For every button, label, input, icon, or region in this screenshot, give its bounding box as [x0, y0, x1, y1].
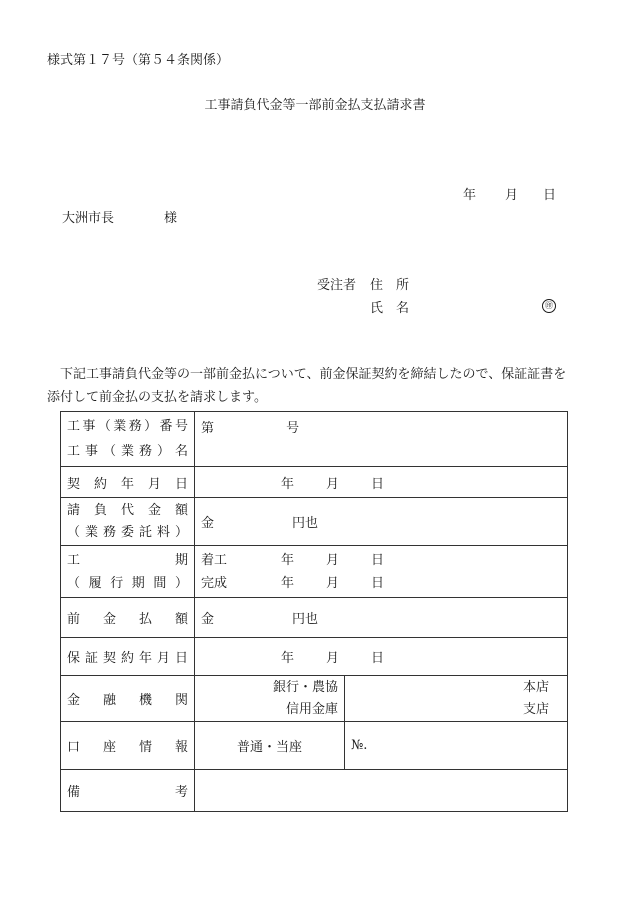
account-number-label: №.	[351, 738, 368, 753]
period-label-2: （履行期間）	[67, 575, 188, 591]
contract-date-month: 月	[326, 476, 340, 492]
project-name-label: 工事（業務）名	[67, 444, 188, 459]
request-statement-line-2: 添付して前金払の支払を請求します。	[47, 390, 267, 405]
advance-cell[interactable]	[195, 598, 568, 638]
account-type: 普通・当座	[236, 740, 302, 755]
period-start-day: 日	[371, 552, 385, 568]
account-type-cell[interactable]	[195, 722, 345, 770]
row-contract-date	[61, 467, 568, 498]
amount-suffix: 円也	[292, 516, 319, 531]
contractor-role: 受注者	[317, 278, 357, 293]
row-amount	[61, 498, 568, 546]
amount-cell[interactable]	[195, 498, 568, 546]
bank-label: 金融機関	[61, 676, 195, 722]
guarantee-date-month: 月	[326, 651, 340, 666]
remarks-cell[interactable]	[195, 770, 568, 812]
advance-label: 前金払額	[61, 598, 195, 638]
contract-date-day: 日	[371, 476, 385, 492]
guarantee-date-day: 日	[371, 651, 385, 666]
bank-type-2: 信用金庫	[285, 701, 338, 717]
period-end-year: 年	[281, 575, 295, 591]
period-label-1: 工期	[67, 552, 188, 568]
period-start-label: 着工	[201, 552, 228, 568]
project-value-cell[interactable]	[195, 412, 568, 467]
period-start-year: 年	[281, 552, 295, 568]
request-form-table	[60, 411, 568, 812]
period-end-day: 日	[371, 575, 385, 591]
advance-suffix: 円也	[292, 612, 319, 627]
form-number: 様式第１７号（第５４条関係）	[47, 53, 230, 68]
account-label: 口座情報	[61, 722, 195, 770]
project-number-prefix: 第	[201, 421, 215, 436]
project-number-suffix: 号	[286, 421, 300, 436]
period-cell[interactable]	[195, 546, 568, 598]
row-bank	[61, 676, 568, 722]
document-title: 工事請負代金等一部前金払支払請求書	[204, 98, 426, 113]
period-start-month: 月	[326, 552, 340, 568]
date-year-label: 年	[463, 188, 477, 203]
project-labels-cell	[61, 412, 195, 467]
amount-label-1: 請負代金額	[67, 502, 188, 518]
addressee	[62, 207, 177, 226]
date-month-label: 月	[505, 188, 519, 203]
amount-prefix: 金	[201, 516, 215, 531]
guarantee-date-year: 年	[281, 651, 295, 666]
contract-date-year: 年	[281, 476, 295, 492]
row-advance	[61, 598, 568, 638]
period-end-month: 月	[326, 575, 340, 591]
remarks-label: 備考	[61, 770, 195, 812]
project-number-label: 工事（業務）番号	[67, 419, 188, 434]
period-end-label: 完成	[201, 575, 228, 591]
amount-label-2: （業務委託料）	[67, 524, 188, 540]
period-label-cell	[61, 546, 195, 598]
row-remarks	[61, 770, 568, 812]
amount-label-cell	[61, 498, 195, 546]
seal-mark-icon: ㊞	[542, 299, 556, 313]
guarantee-date-label: 保証契約年月日	[61, 638, 195, 676]
advance-prefix: 金	[201, 612, 215, 627]
date-day-label: 日	[543, 188, 557, 203]
row-account	[61, 722, 568, 770]
branch-cell[interactable]	[345, 676, 568, 722]
addressee-name: 大洲市長	[62, 211, 115, 226]
row-period	[61, 546, 568, 598]
addressee-honorific: 様	[164, 211, 178, 226]
request-statement	[47, 363, 587, 409]
branch-2: 支店	[522, 701, 549, 717]
row-guarantee-date	[61, 638, 568, 676]
contract-date-cell[interactable]	[195, 467, 568, 498]
guarantee-date-cell[interactable]	[195, 638, 568, 676]
contractor-address-label: 住 所	[370, 278, 410, 293]
request-statement-line-1: 下記工事請負代金等の一部前金払について、前金保証契約を締結したので、保証証書を	[60, 367, 567, 382]
contractor-name-label: 氏 名	[370, 301, 410, 316]
branch-1: 本店	[522, 679, 549, 695]
bank-type-cell[interactable]	[195, 676, 345, 722]
bank-type-1: 銀行・農協	[272, 679, 338, 695]
row-project	[61, 412, 568, 467]
account-number-cell[interactable]	[345, 722, 568, 770]
contract-date-label: 契約年月日	[61, 467, 195, 498]
